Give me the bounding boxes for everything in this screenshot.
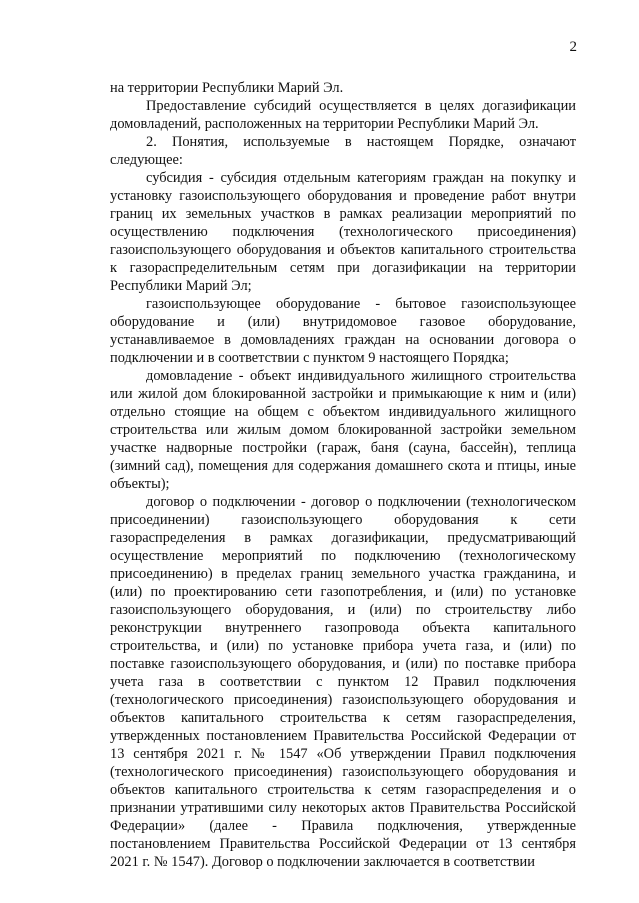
paragraph-contract-definition: договор о подключении - договор о подключении (технологическом присоединении) газоиспользующего оборудования к сети газораспределения в рамках догазификации, предусматривающий осуществление мероприятий по подключению (технологическому присоединению) в пределах границ земельного участка гражданина, и (или) по проектированию сети газопотребления, и (или) по установке газоиспользующего оборудования, и (или) по строительству либо реконструкции внутреннего газопровода объекта капитального строительства, и (или) по установке прибора учета газа, и (или) по поставке газоиспользующего оборудования, и (или) по поставке прибора учета газа в соответствии с пунктом 12 Правил подключения (технологического присоединения) газоиспользующего оборудования и объектов капитального строительства к сетям газораспределения, утвержденных постановлением Правительства Российской Федерации от 13 сентября 2021 г. № 1547 «Об утверждении Правил подключения (технологического присоединения) газоиспользующего оборудования и объектов капитального строительства к сетям газораспределения и о признании утратившими силу некоторых актов Правительства Российской Федерации» (далее - Правила подключения, утвержденные постановлением Правительства Российской Федерации от 13 сентября 2021 г. № 1547). Договор о подключении заключается в соответствии (110, 494, 576, 870)
paragraph-continuation: на территории Республики Марий Эл. (110, 80, 344, 96)
paragraph-subsidy-definition: субсидия - субсидия отдельным категориям граждан на покупку и установку газоиспользующего оборудования и проведение работ внутри границ их земельных участков в рамках реализации мероприятий по осуществлению подключения (технологического присоединения) газоиспользующего оборудования и объектов капитального строительства к газораспределительным сетям при догазификации на территории Республики Марий Эл; (110, 170, 576, 294)
paragraph-definitions-intro: 2. Понятия, используемые в настоящем Порядке, означают следующее: (110, 134, 576, 168)
page-number: 2 (569, 39, 577, 55)
paragraph-purpose: Предоставление субсидий осуществляется в целях догазификации домовладений, расположенных на территории Республики Марий Эл. (110, 98, 576, 132)
paragraph-equipment-definition: газоиспользующее оборудование - бытовое газоиспользующее оборудование и (или) внутридомовое газовое оборудование, устанавливаемое в домовладениях граждан на основании договора о подключении и в соответствии с пунктом 9 настоящего Порядка; (110, 296, 576, 366)
paragraph-household-definition: домовладение - объект индивидуального жилищного строительства или жилой дом блокированной застройки и примыкающие к ним и (или) отдельно стоящие на общем с объектом индивидуального жилищного строительства или жилым домом блокированной застройки земельном участке надворные постройки (гараж, баня (сауна, бассейн), теплица (зимний сад), помещения для содержания домашнего скота и птицы, иные объекты); (110, 368, 576, 492)
document-body (110, 79, 576, 871)
